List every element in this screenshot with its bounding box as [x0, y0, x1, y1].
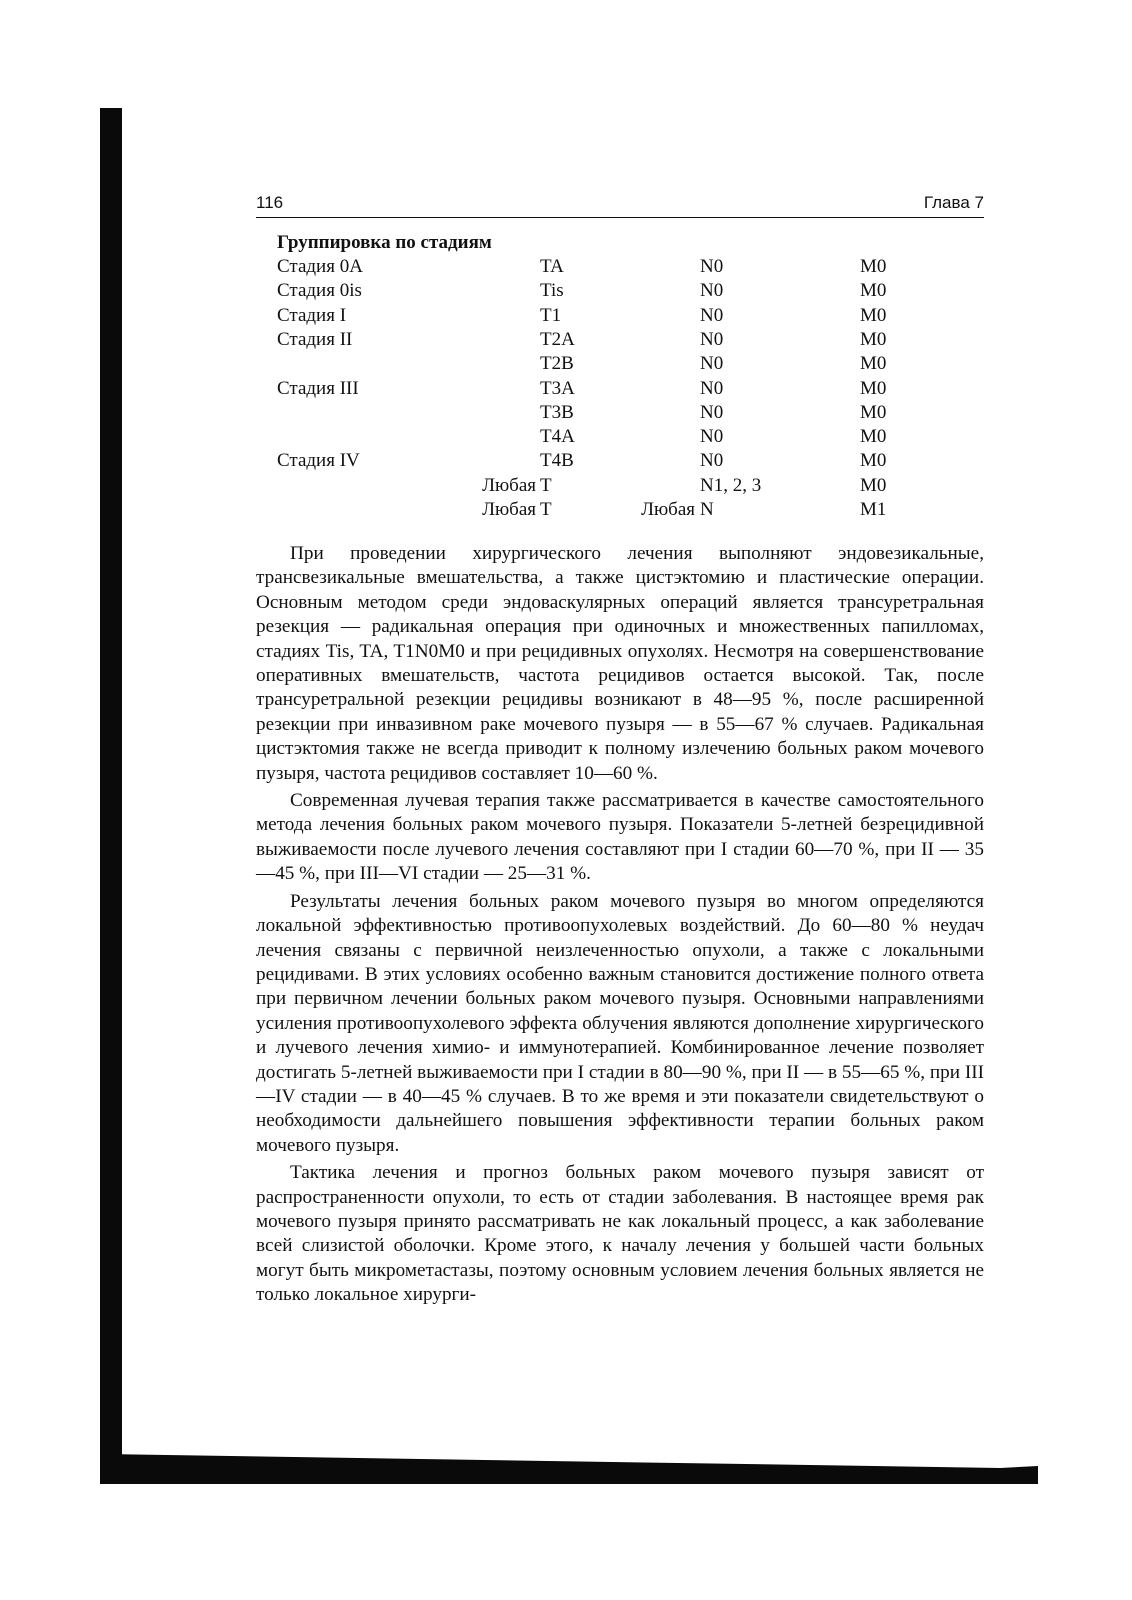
stage-grouping-table — [256, 232, 984, 532]
t-category: Tis — [540, 280, 564, 302]
book-page — [256, 193, 984, 1311]
n-category: N1, 2, 3 — [700, 474, 762, 496]
stage-row — [256, 353, 984, 377]
stage-table-title: Группировка по стадиям — [277, 232, 492, 253]
t-category: TA — [540, 256, 564, 277]
n-category: N0 — [700, 401, 724, 423]
t-category: T1 — [540, 304, 562, 326]
n-category: N0 — [700, 304, 724, 326]
stage-row — [256, 402, 984, 426]
stage-row — [256, 450, 984, 474]
body-text — [256, 542, 984, 1308]
stage-name: Стадия I — [277, 304, 347, 326]
stage-row — [256, 329, 984, 353]
stage-name: Стадия IV — [277, 450, 360, 472]
n-category: N0 — [700, 280, 724, 302]
stage-row — [256, 426, 984, 450]
n-category: N0 — [700, 353, 724, 375]
stage-name: Стадия 0A — [277, 256, 363, 277]
t-qualifier: Любая — [482, 474, 536, 496]
m-category: M0 — [860, 377, 887, 399]
scan-edge-left — [100, 108, 122, 1464]
m-category: M0 — [860, 256, 887, 277]
stage-row — [256, 499, 984, 523]
t-category: T — [540, 474, 552, 496]
chapter-label: Глава 7 — [923, 193, 984, 212]
stage-name: Стадия III — [277, 377, 359, 399]
paragraph: Результаты лечения больных раком мочевого пузыря во многом определяются локальной эффективностью противоопухолевых воздействий. До 60—80 % неудач лечения связаны с первичной неизлеченностью опухоли, а также с локальными рецидивами. В этих условиях особенно важным становится достижение полного ответа при первичном лечении больных раком мочевого пузыря. Основными направлениями усиления противоопухолевого эффекта облучения являются дополнение хирургического и лучевого лечения химио- и иммунотерапией. Комбинированное лечение позволяет достигать 5-летней выживаемости при I стадии в 80—90 %, при II — в 55—65 %, при III—IV стадии — в 40—45 % случаев. В то же время и эти показатели свидетельствуют о необходимости дальнейшего повышения эффективности терапии больных раком мочевого пузыря. — [256, 890, 984, 1156]
n-qualifier: Любая — [641, 499, 695, 520]
paragraph: При проведении хирургического лечения выполняют эндовезикальные, трансвезикальные вмешательства, а также цистэктомию и пластические операции. Основным методом среди эндоваскулярных операций является трансуретральная резекция — радикальная операция при одиночных и множественных папилломах, стадиях Tis, TA, T1N0M0 и при рецидивных опухолях. Несмотря на совершенствование оперативных вмешательств, частота рецидивов остается высокой. Так, после трансуретральной резекции рецидивы возникают в 48—95 %, после расширенной резекции при инвазивном раке мочевого пузыря — в 55—67 % случаев. Радикальная цистэктомия также не всегда приводит к полному излечению больных раком мочевого пузыря, частота рецидивов составляет 10—60 %. — [256, 543, 984, 784]
t-category: T3A — [540, 377, 575, 399]
m-category: M0 — [860, 426, 887, 448]
t-category: T — [540, 499, 552, 520]
paragraph: Тактика лечения и прогноз больных раком мочевого пузыря зависят от распространенности опухоли, то есть от стадии заболевания. В настоящее время рак мочевого пузыря принято рассматривать не как локальный процесс, а как заболевание всей слизистой оболочки. Кроме этого, к началу лечения у большей части больных могут быть микрометастазы, поэтому основным условием лечения больных является не только локальное хирурги- — [256, 1162, 984, 1306]
stage-row — [256, 256, 984, 280]
m-category: M0 — [860, 450, 887, 472]
m-category: M0 — [860, 328, 887, 350]
n-category: N0 — [700, 328, 724, 350]
m-category: M0 — [860, 474, 887, 496]
stage-row — [256, 475, 984, 499]
t-category: T4B — [540, 450, 574, 472]
t-category: T2B — [540, 353, 574, 375]
paragraph: Современная лучевая терапия также рассматривается в качестве самостоятельного метода лечения больных раком мочевого пузыря. Показатели 5-летней безрецидивной выживаемости после лучевого лечения составляют при I стадии 60—70 %, при II — 35—45 %, при III—VI стадии — 25—31 %. — [256, 790, 984, 885]
t-category: T2A — [540, 328, 575, 350]
scan-edge-bottom — [100, 1444, 1038, 1484]
stage-row — [256, 305, 984, 329]
t-qualifier: Любая — [482, 499, 536, 520]
stage-row — [256, 378, 984, 402]
running-head — [256, 193, 984, 218]
t-category: T3B — [540, 401, 574, 423]
m-category: M0 — [860, 280, 887, 302]
stage-name: Стадия II — [277, 328, 353, 350]
n-category: N0 — [700, 450, 724, 472]
n-category: N0 — [700, 426, 724, 448]
t-category: T4A — [540, 426, 575, 448]
stage-row — [256, 280, 984, 304]
m-category: M0 — [860, 304, 887, 326]
n-category: N — [700, 499, 714, 520]
m-category: M0 — [860, 401, 887, 423]
stage-name: Стадия 0is — [277, 280, 362, 302]
n-category: N0 — [700, 256, 724, 277]
m-category: M1 — [860, 499, 887, 520]
n-category: N0 — [700, 377, 724, 399]
m-category: M0 — [860, 353, 887, 375]
page-number: 116 — [256, 193, 284, 212]
